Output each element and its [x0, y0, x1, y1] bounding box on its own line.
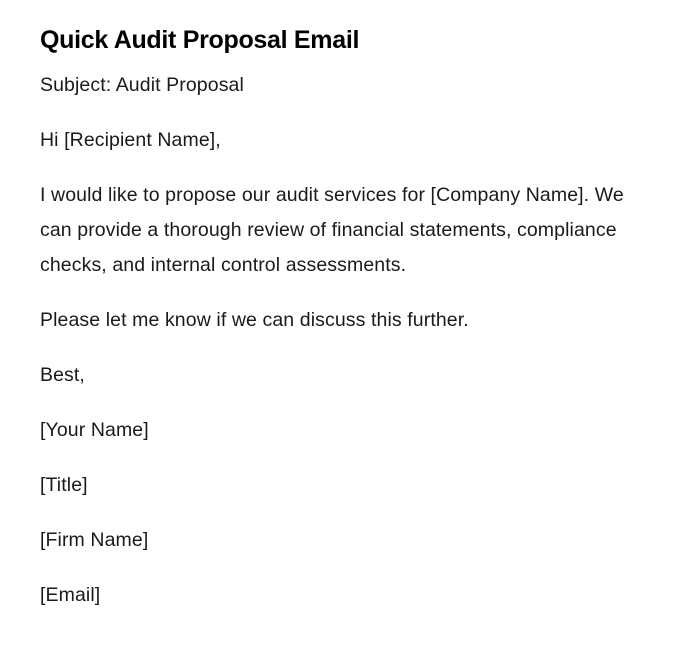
- document-title: Quick Audit Proposal Email: [40, 26, 360, 54]
- email-body: I would like to propose our audit services for [Company Name]. We can provide a thorough review of financial statements, compliance checks, and internal control assessments.: [40, 184, 624, 276]
- signature-name: [Your Name]: [40, 419, 149, 441]
- signature-firm: [Firm Name]: [40, 529, 149, 551]
- signature-title: [Title]: [40, 474, 88, 496]
- signature-email: [Email]: [40, 584, 101, 606]
- email-subject: Subject: Audit Proposal: [40, 74, 244, 96]
- email-greeting: Hi [Recipient Name],: [40, 129, 221, 151]
- email-followup: Please let me know if we can discuss this further.: [40, 309, 469, 331]
- email-document: [40, 22, 660, 633]
- email-closing: Best,: [40, 364, 85, 386]
